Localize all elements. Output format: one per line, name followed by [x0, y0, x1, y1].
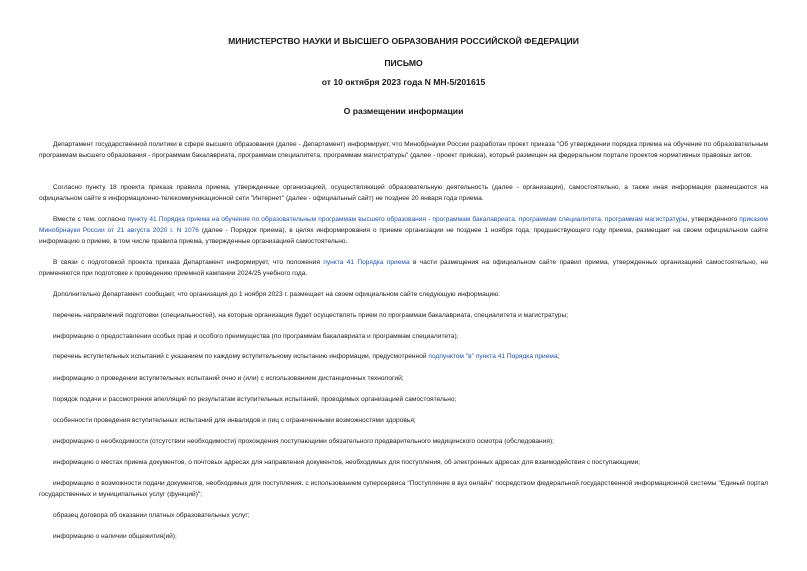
order-1076-link[interactable]: приказом Минобрнауки России от 21 августа 2020 г. N 1076: [39, 216, 768, 234]
list-item: перечень направлений подготовки (специальностей), на которые организация будет осуществлять прием по программам бакалавриата, специалитета и магистратуры;: [53, 312, 569, 319]
paragraph-4-text-b: в части размещения на официальном сайте правил приема, утвержденных организацией самостоятельно, не применяются при подготовке к проведению приемной кампании 2024/25 учебного года.: [39, 259, 768, 277]
list-item: особенности проведения вступительных испытаний для инвалидов и лиц с ограниченными возможностями здоровья;: [53, 417, 416, 424]
paragraph-4-text-a: В связи с подготовкой проекта приказа Департамент информирует, что положения: [53, 259, 324, 266]
paragraph-2: Согласно пункту 18 проекта приказа правила приема, утвержденные организацией, осуществляющей образовательную деятельность (далее - организации), самостоятельно, а также иная информация размещаются на официальном сайте в информационно-телекоммуникационной сети "Интернет" (далее - официальный сайт) не позднее 20 января года приема.: [39, 184, 768, 202]
point-41-link[interactable]: пункта 41 Порядка приема: [323, 259, 410, 266]
list-item-text-a: перечень вступительных испытаний с указанием по каждому вступительному испытанию информации, предусмотренной: [53, 353, 429, 360]
paragraph-3-text-b: , утвержденного: [687, 216, 740, 223]
paragraph-4: [39, 258, 768, 280]
paragraph-5: Дополнительно Департамент сообщает, что организация до 1 ноября 2023 г. размещает на своем официальном сайте следующую информацию:: [53, 291, 500, 298]
list-item-text-b: ;: [557, 353, 560, 360]
list-item: информацию о возможности подачи документов, необходимых для поступления, с использованием суперсервиса "Поступление в вуз онлайн" посредством федеральной государственной информационной системы "Единый портал государственных и муниципальных услуг (функций)";: [39, 480, 768, 498]
list-item: информацию о необходимости (отсутствии необходимости) прохождения поступающими обязательного предварительного медицинского осмотра (обследования);: [53, 438, 554, 445]
paragraph-1: Департамент государственной политики в сфере высшего образования (далее - Департамент) информирует, что Минобрнауки России разработан проект приказа "Об утверждении порядка приема на обучение по образовательным программам высшего образования - программам бакалавриата, программам специалитета, программам магистратуры" (далее - проект приказа), который размещен на федеральном портале проектов нормативных правовых актов.: [39, 141, 768, 159]
list-item: информацию о местах приема документов, о почтовых адресах для направления документов, необходимых для поступления, об электронных адресах для взаимодействия с поступающими;: [53, 459, 641, 466]
document-date-number: от 10 октября 2023 года N МН-5/201615: [321, 77, 486, 87]
document-type: ПИСЬМО: [384, 58, 423, 68]
subpoint-v-link[interactable]: подпунктом "в" пункта 41 Порядка приема: [428, 353, 558, 360]
list-item: информацию о проведении вступительных испытаний очно и (или) с использованием дистанционных технологий;: [53, 375, 404, 382]
paragraph-3: [39, 215, 768, 247]
list-item-with-link: [39, 352, 768, 363]
ministry-title: МИНИСТЕРСТВО НАУКИ И ВЫСШЕГО ОБРАЗОВАНИЯ РОССИЙСКОЙ ФЕДЕРАЦИИ: [228, 36, 579, 46]
list-item: информацию о предоставлении особых прав и особого преимущества (по программам бакалавриата и программам специалитета);: [53, 333, 459, 340]
list-item: образец договора об оказании платных образовательных услуг;: [53, 512, 250, 519]
document-subject: О размещении информации: [343, 106, 464, 116]
list-item: порядок подачи и рассмотрения апелляций по результатам вступительных испытаний, проводимых организацией самостоятельно;: [53, 396, 457, 403]
paragraph-3-text-c: (далее - Порядок приема), в целях информирования о приеме организации не позднее 1 ноября года, предшествующего году приема, размещает на своем официальном сайте информацию о приеме, в том числе правила приема, утвержденные организацией самостоятельно.: [39, 226, 768, 245]
list-item: информацию о наличии общежития(ий);: [53, 533, 177, 540]
paragraph-3-text-a: Вместе с тем, согласно: [53, 216, 128, 223]
order-point-41-link[interactable]: пункту 41 Порядка приема на обучение по образовательным программам высшего образования - программам бакалавриата, программам специалитета, программам магистратуры: [127, 216, 688, 223]
